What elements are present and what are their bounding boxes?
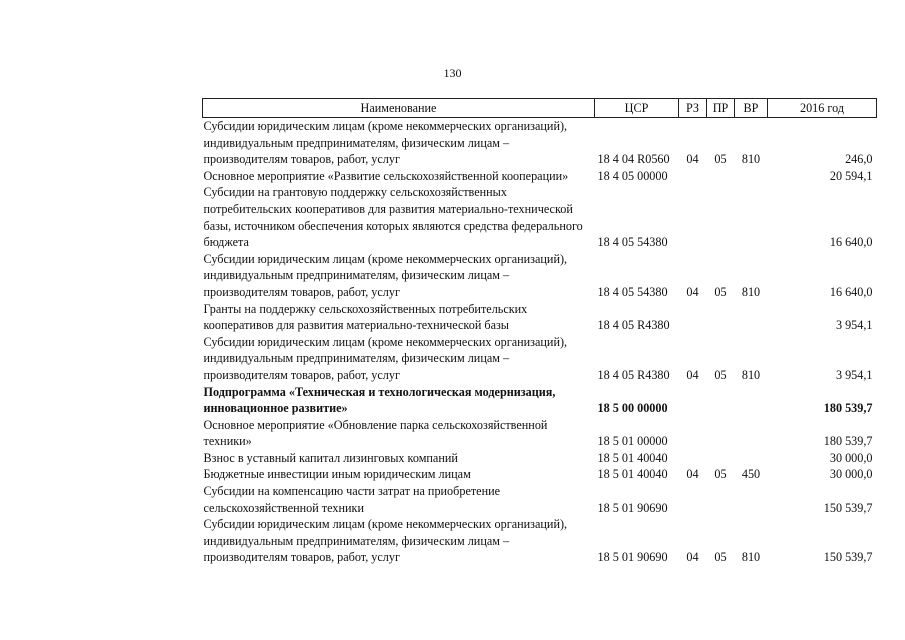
- cell-rz: [679, 483, 707, 516]
- cell-vr: 810: [741, 367, 761, 382]
- cell-pr: [707, 417, 735, 450]
- cell-name: Субсидии на грантовую поддержку сельскохозяйственных потребительских кооперативов для развития материально-технической базы, источником обеспечения которых являются средства федерального бюджета: [203, 185, 583, 250]
- table-row: [203, 466, 877, 483]
- cell-rz: 04: [686, 550, 699, 565]
- cell-rz: 04: [686, 284, 699, 299]
- cell-rz: 04: [686, 367, 699, 382]
- cell-csr: 18 4 05 54380: [597, 284, 668, 299]
- cell-name: Субсидии юридическим лицам (кроме некоммерческих организаций), индивидуальным предпринимателям, физическим лицам – производителям товаров, работ, услуг: [203, 119, 568, 167]
- cell-rz: [679, 301, 707, 334]
- cell-rz: 04: [686, 152, 699, 167]
- cell-csr: 18 4 05 R4380: [597, 318, 670, 333]
- table-header-row: [203, 99, 877, 118]
- cell-pr: [707, 450, 735, 467]
- cell-csr: 18 4 04 R0560: [597, 152, 670, 167]
- cell-amount: 20 594,1: [829, 168, 873, 183]
- budget-table: [202, 98, 877, 566]
- cell-name: Гранты на поддержку сельскохозяйственных потребительских кооперативов для развития материально-технической базы: [203, 301, 528, 333]
- table-row: [203, 483, 877, 516]
- table-row: [203, 168, 877, 185]
- cell-pr: [707, 384, 735, 417]
- cell-vr: 810: [741, 284, 761, 299]
- cell-vr: 810: [741, 152, 761, 167]
- cell-csr: 18 5 01 90690: [597, 500, 668, 515]
- cell-name: Бюджетные инвестиции иным юридическим лицам: [203, 467, 471, 482]
- cell-csr: 18 4 05 00000: [597, 168, 668, 183]
- page-number: 130: [443, 66, 462, 80]
- cell-vr: [735, 301, 768, 334]
- cell-pr: 05: [714, 284, 727, 299]
- header-pr: ПР: [707, 99, 735, 118]
- header-rz: РЗ: [679, 99, 707, 118]
- table-row: [203, 384, 877, 417]
- cell-rz: [679, 184, 707, 250]
- cell-amount: 16 640,0: [829, 235, 873, 250]
- cell-name: Субсидии юридическим лицам (кроме некоммерческих организаций), индивидуальным предпринимателям, физическим лицам – производителям товаров, работ, услуг: [203, 251, 568, 299]
- cell-rz: 04: [686, 467, 699, 482]
- cell-amount: 180 539,7: [823, 434, 873, 449]
- cell-rz: [679, 450, 707, 467]
- cell-csr: 18 5 01 40040: [597, 467, 668, 482]
- cell-amount: 3 954,1: [835, 318, 873, 333]
- cell-vr: [735, 384, 768, 417]
- cell-name: Субсидии юридическим лицам (кроме некоммерческих организаций), индивидуальным предпринимателям, физическим лицам – производителям товаров, работ, услуг: [203, 517, 568, 565]
- cell-vr: [735, 184, 768, 250]
- cell-rz: [679, 384, 707, 417]
- cell-amount: 16 640,0: [829, 284, 873, 299]
- cell-amount: 30 000,0: [829, 467, 873, 482]
- table-row: [203, 417, 877, 450]
- table-row: [203, 251, 877, 301]
- cell-csr: 18 5 01 00000: [597, 434, 668, 449]
- table-row: [203, 118, 877, 168]
- cell-name: Основное мероприятие «Обновление парка сельскохозяйственной техники»: [203, 417, 548, 449]
- cell-csr: 18 4 05 54380: [597, 235, 668, 250]
- cell-amount: 30 000,0: [829, 450, 873, 465]
- cell-pr: 05: [714, 550, 727, 565]
- cell-amount: 3 954,1: [835, 367, 873, 382]
- cell-pr: [707, 301, 735, 334]
- cell-csr: 18 5 01 90690: [597, 550, 668, 565]
- cell-pr: 05: [714, 467, 727, 482]
- table-row: [203, 184, 877, 250]
- cell-csr: 18 4 05 R4380: [597, 367, 670, 382]
- header-csr: ЦСР: [595, 99, 679, 118]
- table-row: [203, 450, 877, 467]
- cell-amount: 150 539,7: [823, 550, 873, 565]
- table-row: [203, 334, 877, 384]
- cell-amount: 180 539,7: [823, 401, 873, 416]
- cell-vr: [735, 450, 768, 467]
- cell-amount: 150 539,7: [823, 500, 873, 515]
- cell-pr: [707, 184, 735, 250]
- header-year: 2016 год: [768, 99, 877, 118]
- cell-name: Взнос в уставный капитал лизинговых компаний: [203, 450, 458, 465]
- cell-rz: [679, 417, 707, 450]
- header-vr: ВР: [735, 99, 768, 118]
- cell-pr: 05: [714, 367, 727, 382]
- header-name: Наименование: [203, 99, 595, 118]
- cell-pr: [707, 483, 735, 516]
- cell-vr: 450: [741, 467, 761, 482]
- cell-pr: 05: [714, 152, 727, 167]
- cell-name: Основное мероприятие «Развитие сельскохозяйственной кооперации»: [203, 168, 569, 183]
- table-row: [203, 301, 877, 334]
- cell-rz: [679, 168, 707, 185]
- cell-vr: 810: [741, 550, 761, 565]
- cell-name: Подпрограмма «Техническая и технологическая модернизация, инновационное развитие»: [203, 384, 556, 416]
- cell-name: Субсидии юридическим лицам (кроме некоммерческих организаций), индивидуальным предпринимателям, физическим лицам – производителям товаров, работ, услуг: [203, 334, 568, 382]
- cell-vr: [735, 483, 768, 516]
- cell-csr: 18 5 01 40040: [597, 450, 668, 465]
- cell-pr: [707, 168, 735, 185]
- cell-csr: 18 5 00 00000: [597, 401, 668, 416]
- cell-amount: 246,0: [845, 152, 873, 167]
- table-row: [203, 516, 877, 566]
- cell-name: Субсидии на компенсацию части затрат на приобретение сельскохозяйственной техники: [203, 484, 501, 515]
- cell-vr: [735, 417, 768, 450]
- cell-vr: [735, 168, 768, 185]
